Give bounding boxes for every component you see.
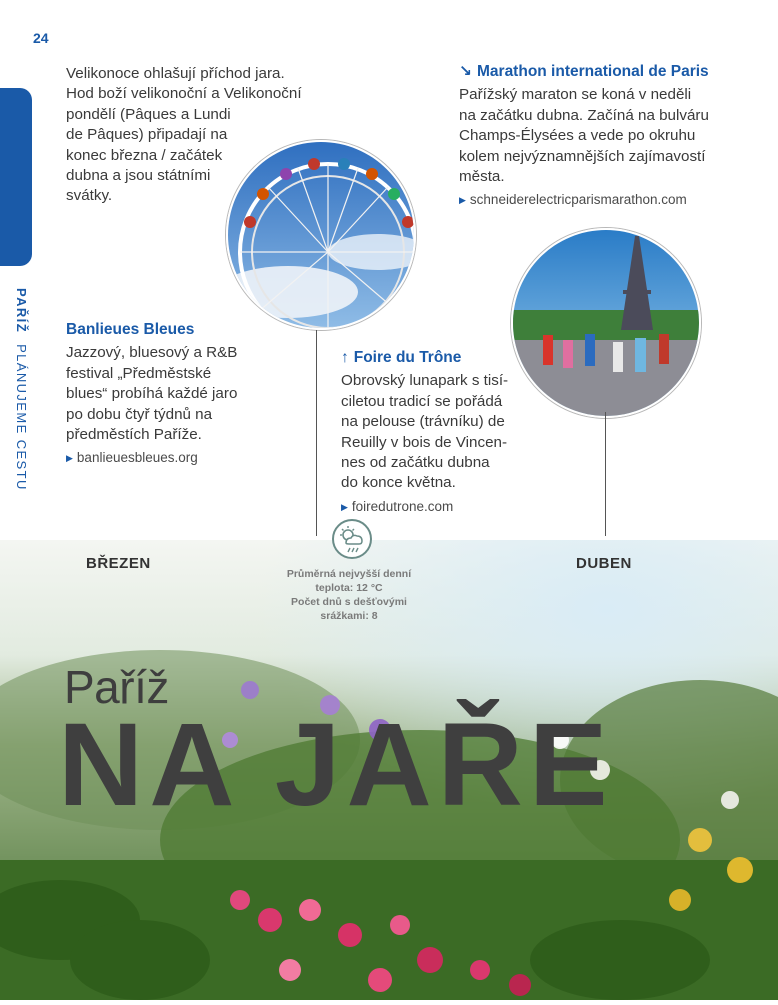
foire-line: ciletou tradicí se pořádá xyxy=(341,392,503,410)
intro-line: Hod boží velikonoční a Velikonoční xyxy=(66,85,302,103)
connector-line-ferris xyxy=(316,330,317,536)
side-label-section: PLÁNUJEME CESTU xyxy=(14,344,29,491)
foire-line: do konce května. xyxy=(341,474,456,492)
page-number: 24 xyxy=(33,30,49,46)
foire-link-text: foiredutrone.com xyxy=(351,498,454,514)
weather-line: teplota: 12 °C xyxy=(315,582,383,594)
foire-line: Obrovský lunapark s tisí- xyxy=(341,372,509,390)
foire-title-text: Foire du Trône xyxy=(353,349,462,366)
title-city: Paříž xyxy=(64,661,169,713)
intro-line: dubna a jsou státními xyxy=(66,167,211,185)
marathon-line: kolem nejvýznamnějších zajímavostí xyxy=(459,147,706,165)
link-triangle-icon: ▶ xyxy=(459,195,466,206)
banlieues-link[interactable] xyxy=(66,448,306,469)
arrow-up-icon: ↑ xyxy=(341,349,349,366)
timeline-bar xyxy=(0,535,778,541)
title-spring: NA JAŘE xyxy=(58,699,614,831)
foire-block xyxy=(341,348,521,518)
marathon-runners-image xyxy=(513,230,699,416)
marathon-block xyxy=(459,62,759,212)
marathon-link[interactable] xyxy=(459,190,759,211)
banlieues-title: Banlieues Bleues xyxy=(66,321,195,338)
marathon-title-text: Marathon international de Paris xyxy=(477,63,709,80)
weather-line: Počet dnů s dešťovými xyxy=(291,596,407,608)
link-triangle-icon: ▶ xyxy=(341,501,348,512)
foire-title xyxy=(341,348,521,368)
foire-line: nes od začátku dubna xyxy=(341,454,490,472)
banlieues-line: Jazzový, bluesový a R&B xyxy=(66,344,238,362)
banlieues-line: blues“ probíhá každé jaro xyxy=(66,385,238,403)
banlieues-link-text: banlieuesbleues.org xyxy=(76,450,198,466)
weather-info xyxy=(280,567,418,623)
ferris-wheel-image xyxy=(228,142,414,328)
marathon-link-text: schneiderelectricparismarathon.com xyxy=(469,192,687,208)
foire-line: Reuilly v bois de Vincen- xyxy=(341,433,508,451)
banlieues-line: předměstích Paříže. xyxy=(66,426,202,444)
arrow-down-right-icon: ↘ xyxy=(459,63,472,80)
marathon-runners-photo xyxy=(511,228,701,418)
intro-line: svátky. xyxy=(66,187,113,205)
marathon-line: Champs-Élysées a vede po okruhu xyxy=(459,127,696,145)
ferris-wheel-photo xyxy=(226,140,416,330)
intro-line: pondělí (Pâques a Lundi xyxy=(66,105,231,123)
intro-line: konec března / začátek xyxy=(66,146,223,164)
sun-cloud-rain-icon xyxy=(334,521,370,557)
intro-line: de Pâques) připadají na xyxy=(66,126,228,144)
weather-line: srážkami: 8 xyxy=(320,610,378,622)
side-label xyxy=(14,288,29,491)
weather-line: Průměrná nejvyšší denní xyxy=(286,568,412,580)
marathon-line: na začátku dubna. Začíná na bulváru xyxy=(459,106,709,124)
month-april: DUBEN xyxy=(576,555,632,572)
side-label-city: PAŘÍŽ xyxy=(14,288,29,334)
marathon-line: Pařížský maraton se koná v neděli xyxy=(459,86,692,104)
banlieues-line: festival „Předměstské xyxy=(66,364,212,382)
month-march: BŘEZEN xyxy=(86,555,151,572)
foire-line: na pelouse (trávníku) de xyxy=(341,413,505,431)
banlieues-block xyxy=(66,320,306,470)
weather-icon xyxy=(332,519,372,559)
marathon-title xyxy=(459,62,759,82)
side-tab xyxy=(0,88,32,266)
connector-line-marathon xyxy=(605,412,606,536)
banlieues-line: po dobu čtyř týdnů na xyxy=(66,405,213,423)
link-triangle-icon: ▶ xyxy=(66,453,73,464)
foire-link[interactable] xyxy=(341,497,521,518)
marathon-line: města. xyxy=(459,168,505,186)
intro-line: Velikonoce ohlašují příchod jara. xyxy=(66,65,285,82)
